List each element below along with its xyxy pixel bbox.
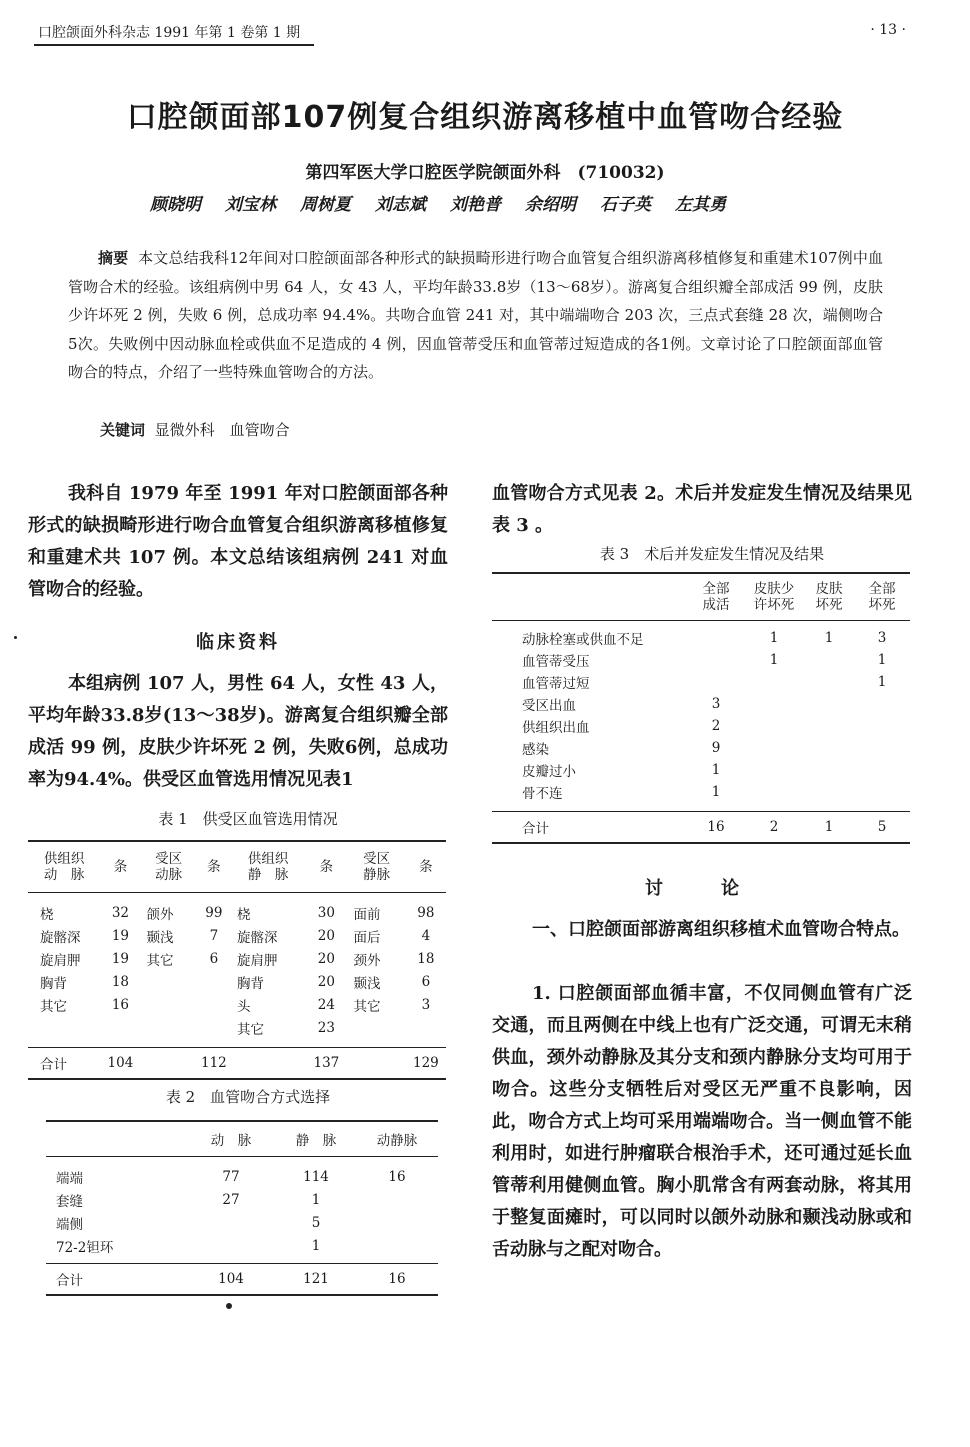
author: 余绍明	[525, 195, 576, 215]
cell: 3	[711, 696, 721, 712]
table-total-row	[492, 812, 910, 844]
abstract-label: 摘要	[98, 249, 129, 267]
table3-caption: 表 3 术后并发症发生情况及结果	[599, 545, 825, 563]
table-header: 供组织 动 脉	[28, 841, 100, 893]
cell	[186, 1211, 276, 1234]
cell	[854, 715, 910, 737]
cell	[28, 1016, 100, 1039]
cell	[804, 649, 854, 671]
table-header: 条	[406, 841, 446, 893]
cell: 1	[311, 1237, 321, 1254]
table-header: 静 脉	[276, 1121, 356, 1157]
cell	[197, 1016, 231, 1039]
cell: 72-2钽环	[56, 1239, 114, 1256]
cell: 129	[406, 1048, 446, 1080]
table-row	[492, 759, 910, 781]
table-row	[46, 1234, 438, 1257]
cell: 114	[303, 1168, 329, 1185]
cell: 动脉栓塞或供血不足	[522, 632, 644, 648]
author: 顾晓明	[150, 195, 201, 215]
cell: 104	[100, 1048, 140, 1080]
table-total-row	[28, 1048, 446, 1080]
cell: 1	[877, 652, 887, 668]
cell: 旋肩胛	[40, 952, 81, 969]
cell: 6	[421, 973, 431, 990]
cell: 98	[417, 904, 435, 921]
subheading-paragraph: 一、口腔颌面部游离组织移植术血管吻合特点。	[532, 919, 910, 940]
cell	[141, 993, 197, 1016]
cell: 4	[421, 927, 431, 944]
table-header	[492, 573, 688, 621]
table-row	[492, 671, 910, 693]
cell	[804, 671, 854, 693]
table-header: 全部 成活	[688, 573, 744, 621]
cell	[744, 671, 804, 693]
cell: 1	[311, 1191, 321, 1208]
keywords-label: 关键词	[100, 421, 146, 439]
cell: 121	[276, 1264, 356, 1296]
table-total-row	[46, 1264, 438, 1296]
cell: 137	[305, 1048, 347, 1080]
cell	[744, 715, 804, 737]
cell: 16	[688, 812, 744, 844]
table-header: 皮肤少 许坏死	[744, 573, 804, 621]
cell: 16	[111, 996, 130, 1013]
cell	[854, 693, 910, 715]
discussion-paragraph: 1. 口腔颌面部血循丰富，不仅同侧血管有广泛交通，而且两侧在中线上也有广泛交通，可谓无末稍供血，颈外动静脉及其分支和颈内静脉分支均可用于吻合。这些分支牺牲后对受区无严重不良影响，因此，吻合方式上均可采用端端吻合。当一侧血管不能利用时，如进行肿瘤联合根治手术，还可通过延长血管蒂利用健侧血管。胸小肌常含有两套动脉，将其用于整复面瘫时，可以同时以颌外动脉和颞浅动脉或和舌动脉与之配对吻合。	[492, 983, 912, 1260]
table-row	[28, 993, 446, 1016]
cell: 合计	[28, 1048, 100, 1080]
cell	[356, 1188, 438, 1211]
cell	[347, 1016, 405, 1039]
table1	[28, 840, 446, 1080]
page-number: · 13 ·	[870, 22, 906, 38]
cell	[804, 737, 854, 759]
cell: 2	[744, 812, 804, 844]
cell: 32	[111, 904, 130, 921]
cell: 其它	[236, 1021, 264, 1038]
cell: 18	[111, 973, 130, 990]
cell: 旋髂深	[40, 929, 81, 946]
author: 周树夏	[300, 195, 351, 215]
table-row	[46, 1188, 438, 1211]
cell: 20	[317, 950, 335, 967]
cell: 面前	[353, 906, 381, 923]
cell: 1	[711, 784, 721, 800]
intro-paragraph: 我科自 1979 年至 1991 年对口腔颌面部各种形式的缺损畸形进行吻合血管复合组织游离移植修复和重建术共 107 例。本文总结该组病例 241 对血管吻合的经验。	[28, 483, 448, 600]
cell: 1	[804, 812, 854, 844]
table-header: 供组织 静 脉	[231, 841, 305, 893]
scan-speck	[14, 636, 17, 639]
keywords	[100, 419, 290, 440]
author-list	[150, 190, 726, 215]
cell: 其它	[146, 952, 174, 969]
cell: 其它	[40, 998, 67, 1015]
cell: 1	[824, 630, 834, 646]
cell	[197, 970, 231, 993]
table-row	[28, 924, 446, 947]
cell: 颞浅	[146, 929, 174, 946]
table2-caption: 表 2 血管吻合方式选择	[165, 1088, 331, 1106]
cell: 104	[186, 1264, 276, 1296]
table-row	[492, 627, 910, 649]
author: 刘志斌	[375, 195, 426, 215]
cell	[688, 649, 744, 671]
cell	[356, 1234, 438, 1257]
cell	[100, 1016, 140, 1039]
cell: 3	[877, 630, 887, 646]
table-row	[28, 901, 446, 924]
cell: 2	[711, 718, 721, 734]
section-heading: 临床资料	[196, 632, 280, 653]
cell: 9	[711, 740, 721, 756]
cell	[141, 1016, 197, 1039]
table-header: 动 脉	[186, 1121, 276, 1157]
cell	[744, 781, 804, 803]
cell: 99	[205, 904, 223, 921]
table-row	[28, 970, 446, 993]
cell	[854, 759, 910, 781]
table-header: 条	[100, 841, 140, 893]
affiliation: 第四军医大学口腔医学院颌面外科 (710032)	[305, 163, 665, 183]
cell: 合计	[492, 812, 688, 844]
author: 石子英	[600, 195, 651, 215]
article-title: 口腔颌面部107例复合组织游离移植中血管吻合经验	[126, 100, 844, 135]
table-row	[492, 649, 910, 671]
cell: 23	[317, 1019, 335, 1036]
cell	[854, 781, 910, 803]
cell: 颈外	[353, 952, 381, 969]
cell	[688, 671, 744, 693]
cell: 6	[209, 950, 219, 967]
table-row	[492, 781, 910, 803]
cell	[744, 759, 804, 781]
cell: 19	[111, 927, 130, 944]
cell: 桡	[40, 906, 54, 923]
cell: 受区出血	[522, 698, 576, 714]
cell: 感染	[522, 742, 549, 758]
table-header: 条	[197, 841, 231, 893]
cell: 20	[317, 927, 335, 944]
cell: 其它	[353, 998, 381, 1015]
cell	[186, 1234, 276, 1257]
cell: 20	[317, 973, 335, 990]
table-row	[46, 1211, 438, 1234]
scan-speck	[226, 1303, 232, 1309]
cell: 胸背	[236, 975, 264, 992]
cell: 18	[417, 950, 435, 967]
cell: 颌外	[146, 906, 174, 923]
cell	[688, 627, 744, 649]
table-header: 条	[305, 841, 347, 893]
table-row	[492, 737, 910, 759]
table-row	[28, 947, 446, 970]
cell: 血管蒂过短	[522, 676, 590, 692]
cell: 桡	[236, 906, 251, 923]
cell: 供组织出血	[522, 720, 590, 736]
cell	[744, 693, 804, 715]
cell	[744, 737, 804, 759]
table2	[46, 1120, 438, 1296]
table-row	[46, 1165, 438, 1188]
cell	[804, 715, 854, 737]
cell	[197, 993, 231, 1016]
cell: 24	[317, 996, 335, 1013]
cell	[406, 1016, 446, 1039]
cell: 套缝	[56, 1193, 83, 1210]
cell: 血管蒂受压	[522, 654, 590, 670]
cell: 合计	[46, 1264, 186, 1296]
clinical-paragraph: 本组病例 107 人，男性 64 人，女性 43 人，平均年龄33.8岁(13～38岁)。游离复合组织瓣全部成活 99 例，皮肤少许坏死 2 例，失败6例，总成功率为94.4%。供受区血管选用情况见表1	[28, 673, 448, 790]
table-row	[492, 693, 910, 715]
author: 刘宝林	[225, 195, 276, 215]
cell: 1	[769, 630, 779, 646]
table-header-row	[492, 573, 910, 621]
table-header: 受区 动脉	[141, 841, 197, 893]
table-header: 全部 坏死	[854, 573, 910, 621]
cell	[356, 1211, 438, 1234]
cell: 77	[222, 1168, 240, 1185]
keywords-text: 显微外科 血管吻合	[154, 421, 290, 439]
abstract-text: 本文总结我科12年间对口腔颌面部各种形式的缺损畸形进行吻合血管复合组织游离移植修复和重建术107例中血管吻合术的经验。该组病例中男 64 人，女 43 人，平均年龄33.8岁（13～68岁）。游离复合组织瓣全部成活 99 例，皮肤少许坏死 2 例，失败 6 例，总成功率 94.4%。共吻合血管 241 对，其中端端吻合 203 次，三点式套缝 28 次，端侧吻合 5次。失败例中因动脉血栓或供血不足造成的 4 例，因血管蒂受压和血管蒂过短造成的各1例。文章讨论了口腔颌面部血管吻合的特点，介绍了一些特殊血管吻合的方法。	[68, 249, 883, 381]
table-header-row	[46, 1121, 438, 1157]
cell: 端端	[56, 1170, 83, 1187]
cell: 面后	[353, 929, 381, 946]
table-header: 受区 静脉	[347, 841, 405, 893]
journal-header: 口腔颌面外科杂志 1991 年第 1 卷第 1 期	[34, 22, 314, 46]
cell: 5	[854, 812, 910, 844]
table-row	[28, 1016, 446, 1039]
cell: 骨不连	[522, 786, 563, 802]
results-paragraph: 血管吻合方式见表 2。术后并发症发生情况及结果见表 3 。	[492, 483, 912, 536]
cell: 端侧	[56, 1216, 83, 1233]
cell	[804, 781, 854, 803]
table-header: 皮肤 坏死	[804, 573, 854, 621]
cell: 3	[421, 996, 431, 1013]
author: 左其勇	[675, 195, 726, 215]
cell: 7	[209, 927, 219, 944]
cell: 112	[197, 1048, 231, 1080]
abstract	[68, 244, 883, 387]
cell	[804, 759, 854, 781]
cell: 旋肩胛	[236, 952, 278, 969]
cell: 16	[356, 1264, 438, 1296]
cell: 1	[877, 674, 887, 690]
cell: 1	[711, 762, 721, 778]
table-header	[46, 1121, 186, 1157]
table-row	[492, 715, 910, 737]
author: 刘艳普	[450, 195, 501, 215]
cell	[804, 693, 854, 715]
cell: 30	[317, 904, 335, 921]
cell: 皮瓣过小	[522, 764, 576, 780]
cell	[854, 737, 910, 759]
cell: 16	[388, 1168, 406, 1185]
cell	[141, 970, 197, 993]
table1-caption: 表 1 供受区血管选用情况	[158, 810, 338, 828]
cell: 5	[311, 1214, 321, 1231]
cell: 胸背	[40, 975, 67, 992]
cell: 27	[222, 1191, 240, 1208]
table-header: 动静脉	[356, 1121, 438, 1157]
cell: 旋髂深	[236, 929, 278, 946]
cell: 19	[111, 950, 130, 967]
table3	[492, 572, 910, 844]
cell: 颞浅	[353, 975, 381, 992]
table-header-row	[28, 841, 446, 893]
section-heading: 讨 论	[645, 878, 759, 899]
cell: 1	[769, 652, 779, 668]
cell: 头	[236, 998, 251, 1015]
